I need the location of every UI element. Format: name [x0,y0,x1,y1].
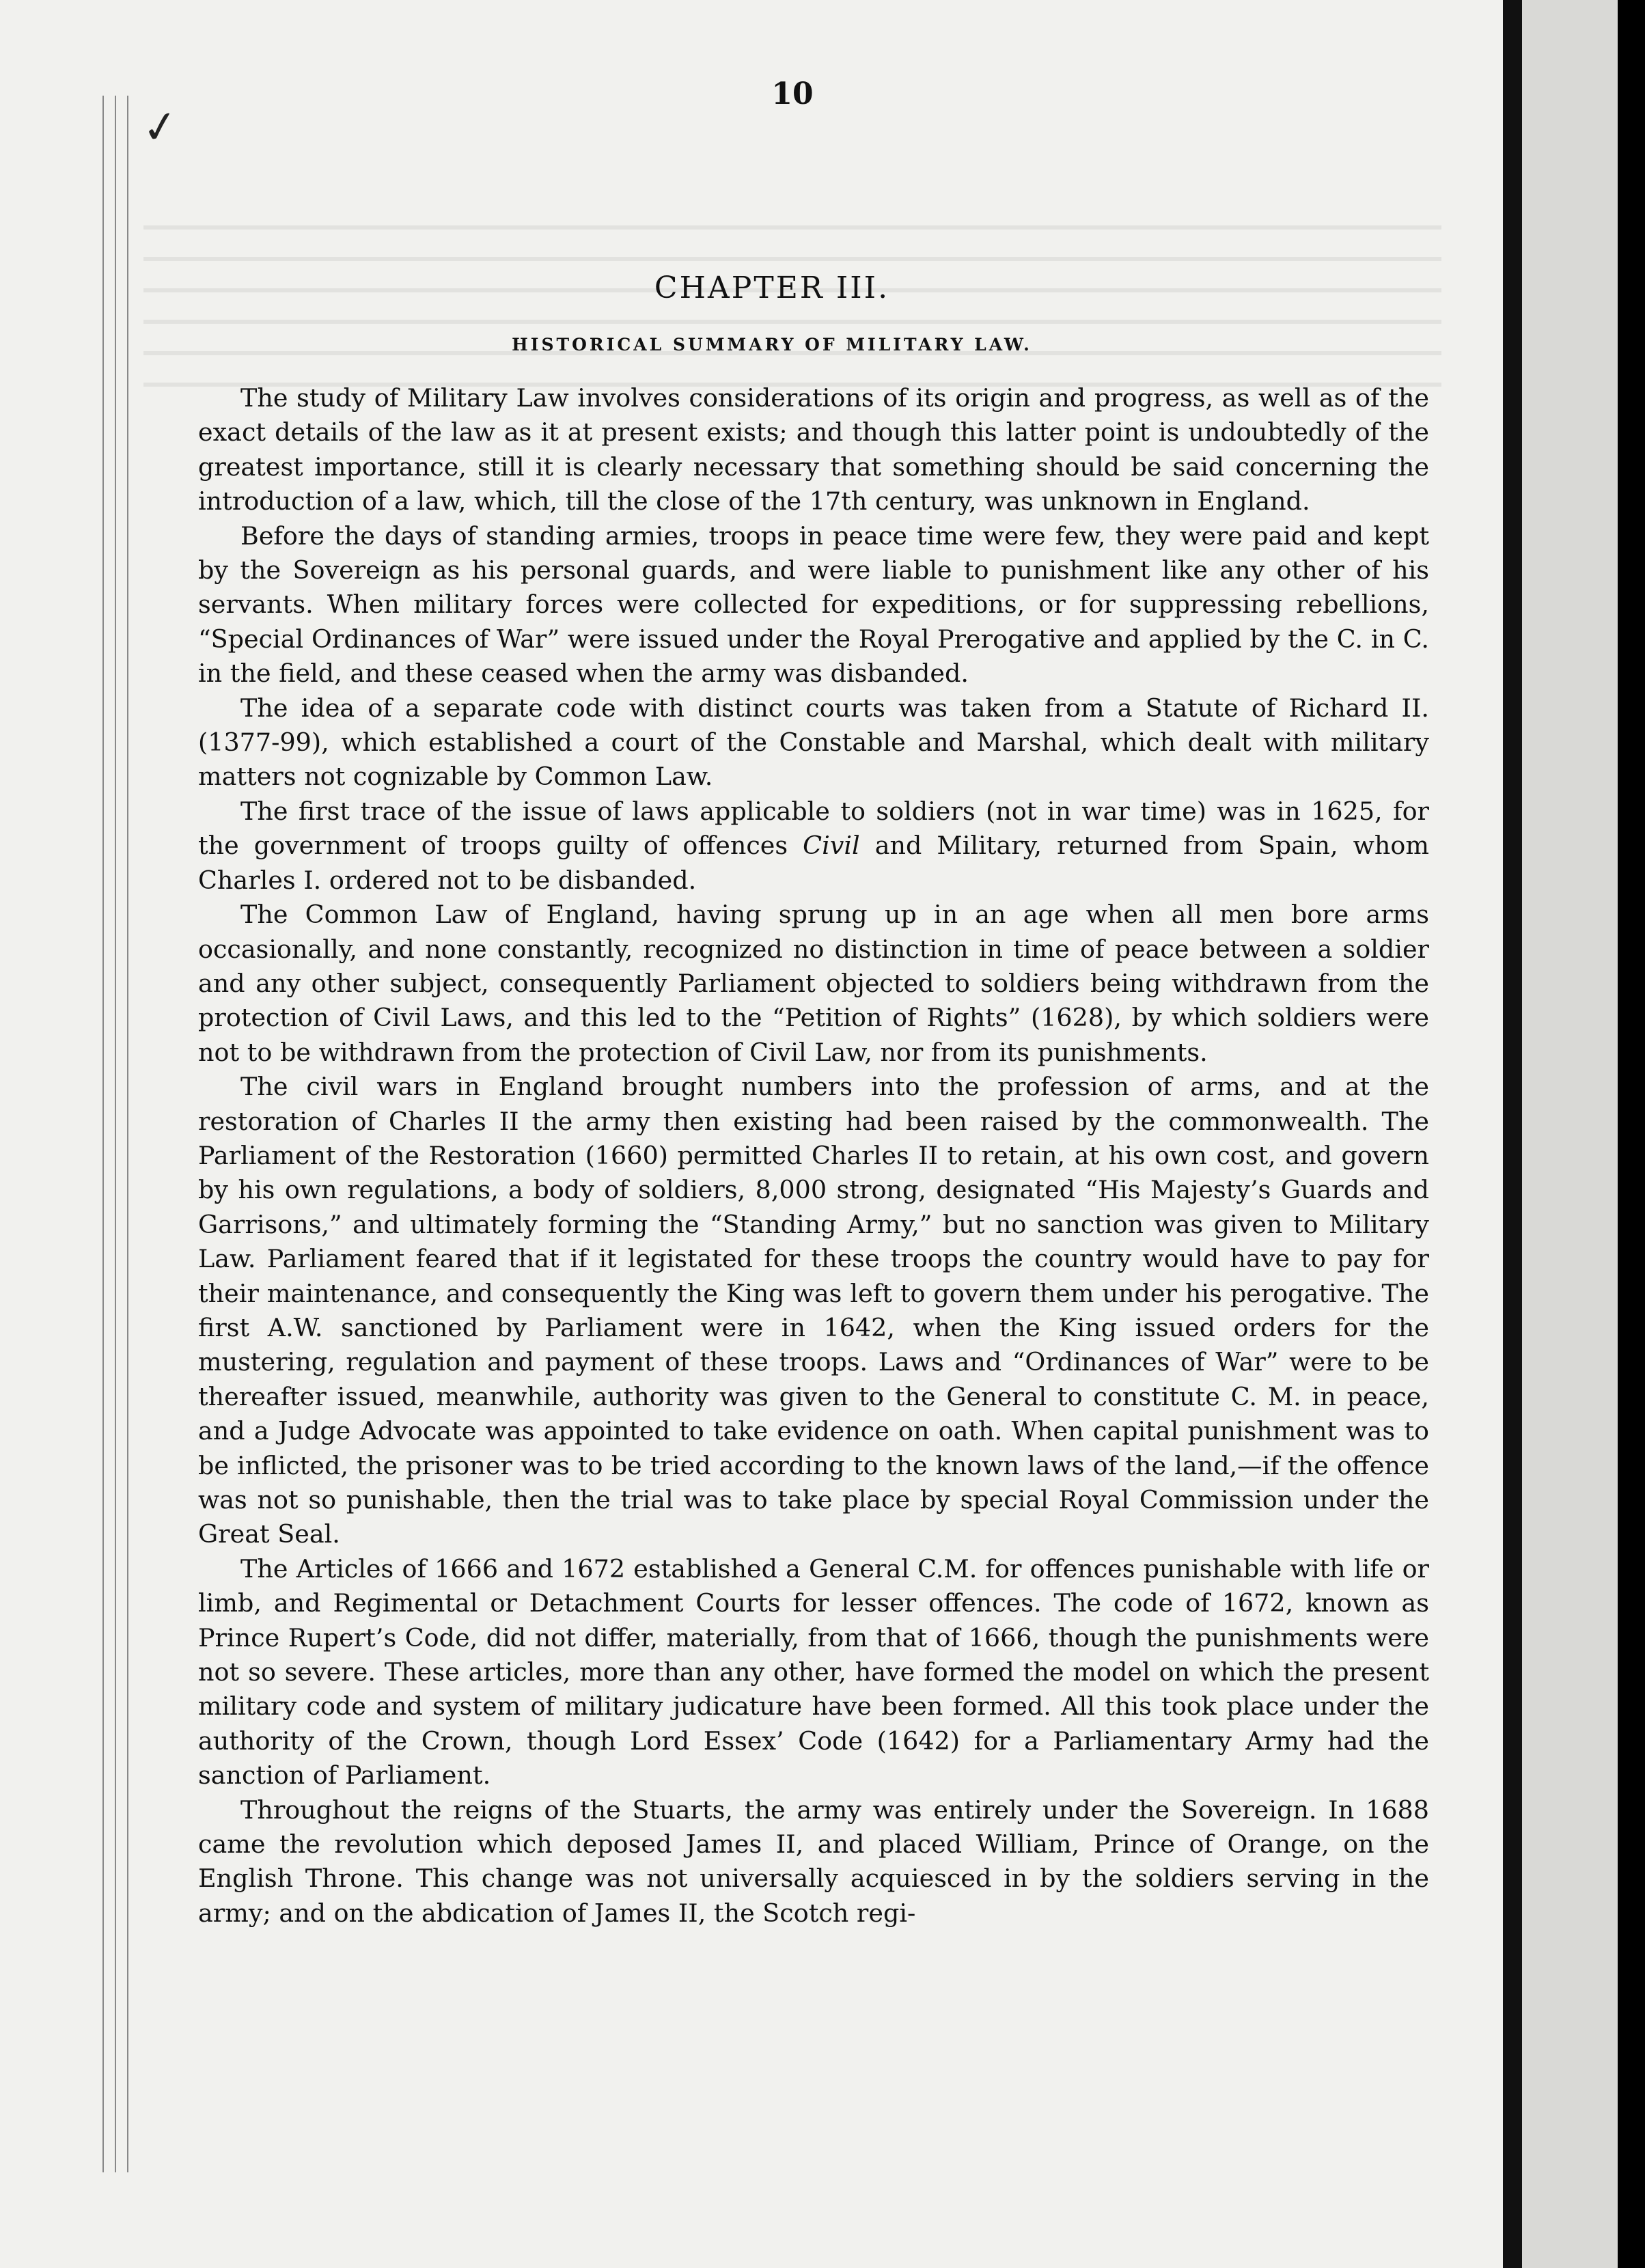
page-gutter [1503,0,1522,2268]
page-number: 10 [771,77,814,111]
adjacent-page-edge [1522,0,1618,2268]
section-subtitle: HISTORICAL SUMMARY OF MILITARY LAW. [512,335,1032,355]
paragraph: The Articles of 1666 and 1672 established a General C.M. for offences punishable with life or limb, and Regimental or Detachment Courts for lesser offences. The code of 1672, known as Prince Rupert’s Code, did not differ, materially, from that of 1666, though the punishments were not so severe. These articles, more than any other, have formed the model on which the present military code and system of military judicature have been formed. All this took place under the authority of the Crown, though Lord Essex’ Code (1642) for a Parliamentary Army had the sanction of Parliament. [198,1553,1429,1790]
binding-edge-line [115,96,116,2172]
checkmark-annotation: ✓ [139,100,182,156]
binding-edge-line [127,96,128,2172]
binding-edge-line [102,96,104,2172]
bleed-through-texture [143,225,1441,403]
paragraph: The idea of a separate code with distinct courts was taken from a Statute of Richard II. (1377-99), which established a court of the Constable and Marshal, which dealt with military matters not cognizable by Common Law. [198,693,1429,792]
italic-term: Civil [803,831,860,861]
paragraph: The Common Law of England, having sprung up in an age when all men bore arms occasionally, and none constantly, recognized no distinction in time of peace between a soldier and any other subject, consequently Parliament objected to soldiers being withdrawn from the protection of Civil Laws, and this led to the “Petition of Rights” (1628), by which soldiers were not to be withdrawn from the protection of Civil Law, nor from its punishments. [198,900,1429,1067]
paragraph: The civil wars in England brought numbers into the profession of arms, and at the restoration of Charles II the army then existing had been raised by the commonwealth. The Parliament of the Restoration (1660) permitted Charles II to retain, at his own cost, and govern by his own regulations, a body of soldiers, 8,000 strong, designated “His Majesty’s Guards and Garrisons,” and ultimately forming the “Standing Army,” but no sanction was given to Military Law. Parliament feared that if it legistated for these troops the country would have to pay for their maintenance, and consequently the King was left to govern them under his perogative. The first A.W. sanctioned by Parliament were in 1642, when the King issued orders for the mustering, regulation and payment of these troops. Laws and “Ordinances of War” were to be thereafter issued, meanwhile, authority was given to the General to constitute C. M. in peace, and a Judge Advocate was appointed to take evidence on oath. When capital punishment was to be inflicted, the prisoner was to be tried according to the known laws of the land,—if the offence was not so punishable, then the trial was to take place by special Royal Commission under the Great Seal. [198,1072,1429,1549]
scan-border [1618,0,1645,2268]
paragraph: Before the days of standing armies, troops in peace time were few, they were paid and kept by the Sovereign as his personal guards, and were liable to punishment like any other of his servants. When military forces were collected for expeditions, or for suppressing rebellions, “Special Ordinances of War” were issued under the Royal Prerogative and applied by the C. in C. in the field, and these ceased when the army was disbanded. [198,521,1429,689]
chapter-title: CHAPTER III. [654,271,890,305]
paragraph: The study of Military Law involves considerations of its origin and progress, as well as of the exact details of the law as it at present exists; and though this latter point is undoubtedly of the greatest importance, still it is clearly necessary that something should be said concerning the introduction of a law, which, till the close of the 17th century, was unknown in England. [198,383,1429,516]
paragraph: The first trace of the issue of laws applicable to soldiers (not in war time) was in 1625, for the government of troops guilty of offences Civil and Military, returned from Spain, whom Charles I. ordered not to be disbanded. [198,796,1429,895]
body-text [198,381,1429,1931]
paragraph: Throughout the reigns of the Stuarts, the army was entirely under the Sovereign. In 1688 came the revolution which deposed James II, and placed William, Prince of Orange, on the English Throne. This change was not universally acquiesced in by the soldiers serving in the army; and on the abdication of James II, the Scotch regi- [198,1795,1429,1928]
